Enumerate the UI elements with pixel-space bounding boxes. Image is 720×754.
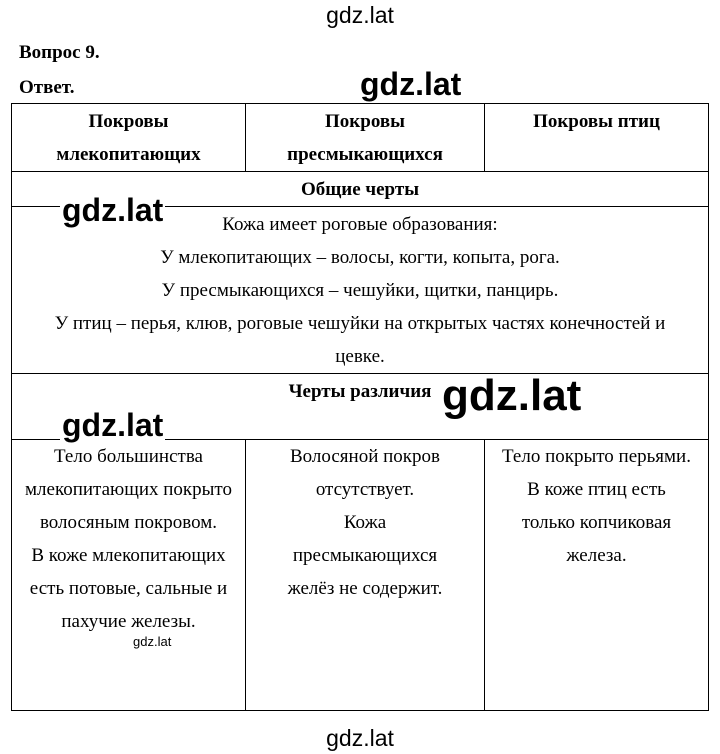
header-reptiles: Покровы пресмыкающихся [246,104,485,172]
watermark-overlay: gdz.lat [133,634,172,649]
reptiles-cell [246,440,485,711]
cell-paragraph: Тело покрыто перьями. В коже птиц есть только копчиковая железа. [502,446,691,566]
common-features-title: Общие черты [12,172,709,207]
watermark-overlay: gdz.lat [360,66,462,102]
diff-body-row [12,440,709,711]
common-body-row [12,207,709,374]
differences-title: Черты различия [288,381,432,402]
common-line: У млекопитающих – волосы, когти, копыта, рога. [160,247,560,268]
common-line: У птиц – перья, клюв, роговые чешуйки на открытых частях конечностей и цевке. [54,313,666,367]
watermark-overlay: gdz.lat [62,192,164,228]
mammals-cell [12,440,246,711]
header-row [12,104,709,172]
common-line: Кожа имеет роговые образования: [222,214,498,235]
birds-cell [485,440,709,711]
watermark-top: gdz.lat [326,2,394,28]
cell-paragraph: В коже млекопитающих есть потовые, сальные и пахучие железы. [29,545,228,632]
common-line: У пресмыкающихся – чешуйки, щитки, панцирь. [161,280,559,301]
common-features-body [12,207,709,374]
header-mammals: Покровы млекопитающих [12,104,246,172]
question-title: Вопрос 9. [19,42,100,63]
cell-paragraph: Кожа пресмыкающихся желёз не содержит. [287,512,443,599]
cell-paragraph: Волосяной покров отсутствует. [289,446,440,500]
header-birds: Покровы птиц [485,104,709,172]
cell-paragraph: Тело большинства млекопитающих покрыто волосяным покровом. [25,446,232,533]
watermark-bottom: gdz.lat [326,725,394,751]
answer-title: Ответ. [19,77,75,98]
watermark-overlay: gdz.lat [438,374,585,418]
watermark-overlay: gdz.lat [62,407,164,443]
